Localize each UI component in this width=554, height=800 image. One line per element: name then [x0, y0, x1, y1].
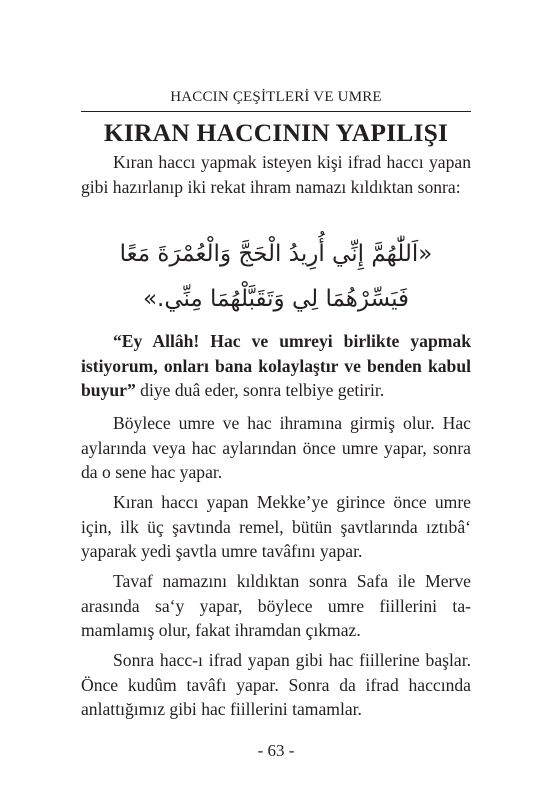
page-number: - 63 -	[257, 741, 295, 760]
dua-arabic-line-1: «اَللّٰهُمَّ إِنِّي أُرِيدُ الْحَجَّ وَالْعُمْرَةَ مَعًا	[119, 241, 433, 267]
paragraph-2-text: diye duâ eder, sonra telbiye getirir.	[135, 380, 385, 400]
paragraph-3	[81, 411, 471, 485]
header-rule	[81, 111, 471, 112]
paragraph-6-text: Sonra hacc-ı ifrad yapan gibi hac fiillerine başlar. Önce kudûm tavâfı yapar. Sonra da ifrad haccında anlattığımız gibi hac fiillerini tamamlar.	[81, 650, 471, 719]
paragraph-1	[81, 150, 471, 199]
paragraph-5	[81, 569, 471, 643]
paragraph-6	[81, 648, 471, 722]
paragraph-2	[81, 329, 471, 403]
running-header: HACCIN ÇEŞİTLERİ VE UMRE	[170, 89, 382, 105]
paragraph-4-text: Kıran haccı yapan Mekke’ye girince önce umre için, ilk üç şavtında remel, bütün şavtlarında ıztıbâ‘ yaparak yedi şavtla umre tavâfını yapar.	[81, 492, 471, 561]
paragraph-3-text: Böylece umre ve hac ihramına girmiş olur. Hac aylarında veya hac aylarından önce umre yapar, sonra da o sene hac yapar.	[81, 413, 471, 482]
paragraph-1-text: Kıran haccı yapmak isteyen kişi ifrad haccı yapan gibi hazırlanıp iki rekat ihram namazı kıldıktan sonra:	[81, 152, 471, 197]
paragraph-2-bold: “Ey Allâh! Hac ve umreyi birlikte yapmak istiyorum, onları bana kolaylaştır ve benden kabul buyur”	[81, 331, 471, 400]
dua-arabic-line-2: فَيَسِّرْهُمَا لِي وَتَقَبَّلْهُمَا مِنِّي.»	[142, 286, 410, 312]
paragraph-5-text: Tavaf namazını kıldıktan sonra Safa ile Merve arasında sa‘y yapar, böylece umre fiillerini tamamlamış olur, fakat ihramdan çıkmaz.	[81, 571, 471, 640]
section-title: KIRAN HACCININ YAPILIŞI	[103, 118, 449, 147]
paragraph-4	[81, 490, 471, 564]
